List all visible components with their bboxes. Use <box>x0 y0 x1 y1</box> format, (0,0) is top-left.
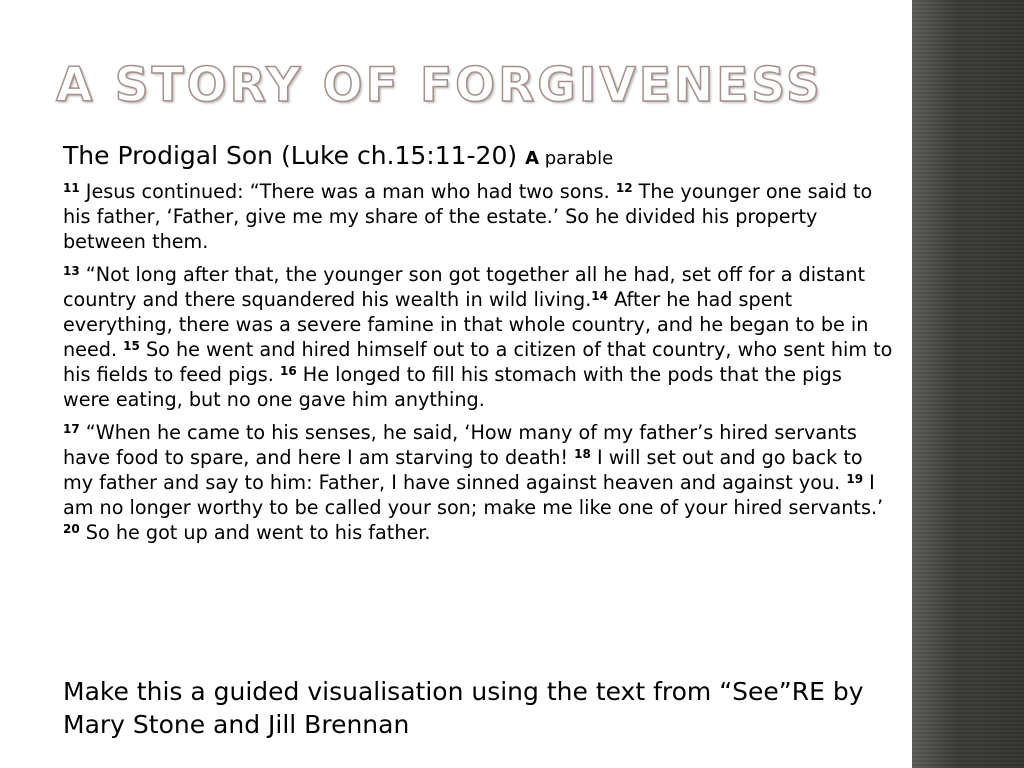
verse-number: 18 <box>574 447 591 461</box>
verse-paragraph-3 <box>63 420 893 545</box>
verse-text: So he got up and went to his father. <box>79 521 431 544</box>
passage-heading <box>63 140 893 175</box>
verse-number: 20 <box>63 522 80 536</box>
verse-text: He longed to fill his stomach with the pods that the pigs were eating, but no one gave him anything. <box>63 363 842 411</box>
verse-paragraph-2 <box>63 262 893 412</box>
verse-text: “Not long after that, the younger son got together all he had, set off for a distant country and there squandered his wealth in wild living. <box>63 263 866 311</box>
passage-reference: The Prodigal Son (Luke ch.15:11-20) <box>63 141 518 170</box>
slide-body <box>63 140 893 553</box>
verse-number: 13 <box>63 264 80 278</box>
verse-number: 16 <box>279 364 297 378</box>
verse-text: “When he came to his senses, he said, ‘How many of my father’s hired servants have food to spare, and here I am starving to death! <box>63 421 857 469</box>
verse-number: 17 <box>63 422 80 436</box>
verse-number: 14 <box>591 289 608 303</box>
verse-number: 15 <box>123 339 140 353</box>
verse-number: 11 <box>63 181 80 195</box>
slide-title: A STORY OF FORGIVENESS <box>56 58 823 113</box>
verse-text: The younger one said to his father, ‘Father, give me my share of the estate.’ So he divided his property between them. <box>63 180 873 253</box>
footer-note: Make this a guided visualisation using the text from “See”RE by Mary Stone and Jill Brennan <box>63 677 864 739</box>
verse-text: After he had spent everything, there was a severe famine in that whole country, and he began to be in need. <box>63 288 869 361</box>
verse-text: So he went and hired himself out to a citizen of that country, who sent him to his fields to feed pigs. <box>63 338 893 386</box>
verse-number: 19 <box>846 472 864 486</box>
verse-text: I will set out and go back to my father and say to him: Father, I have sinned against heaven and against you. <box>63 446 863 494</box>
verse-paragraph-1 <box>63 179 893 254</box>
decorative-sidebar <box>912 0 1024 768</box>
verse-text: Jesus continued: “There was a man who had two sons. <box>79 180 616 203</box>
passage-type: A parable <box>525 148 614 169</box>
verse-number: 12 <box>615 181 633 195</box>
verse-text: I am no longer worthy to be called your son; make me like one of your hired servants.’ <box>63 471 884 519</box>
